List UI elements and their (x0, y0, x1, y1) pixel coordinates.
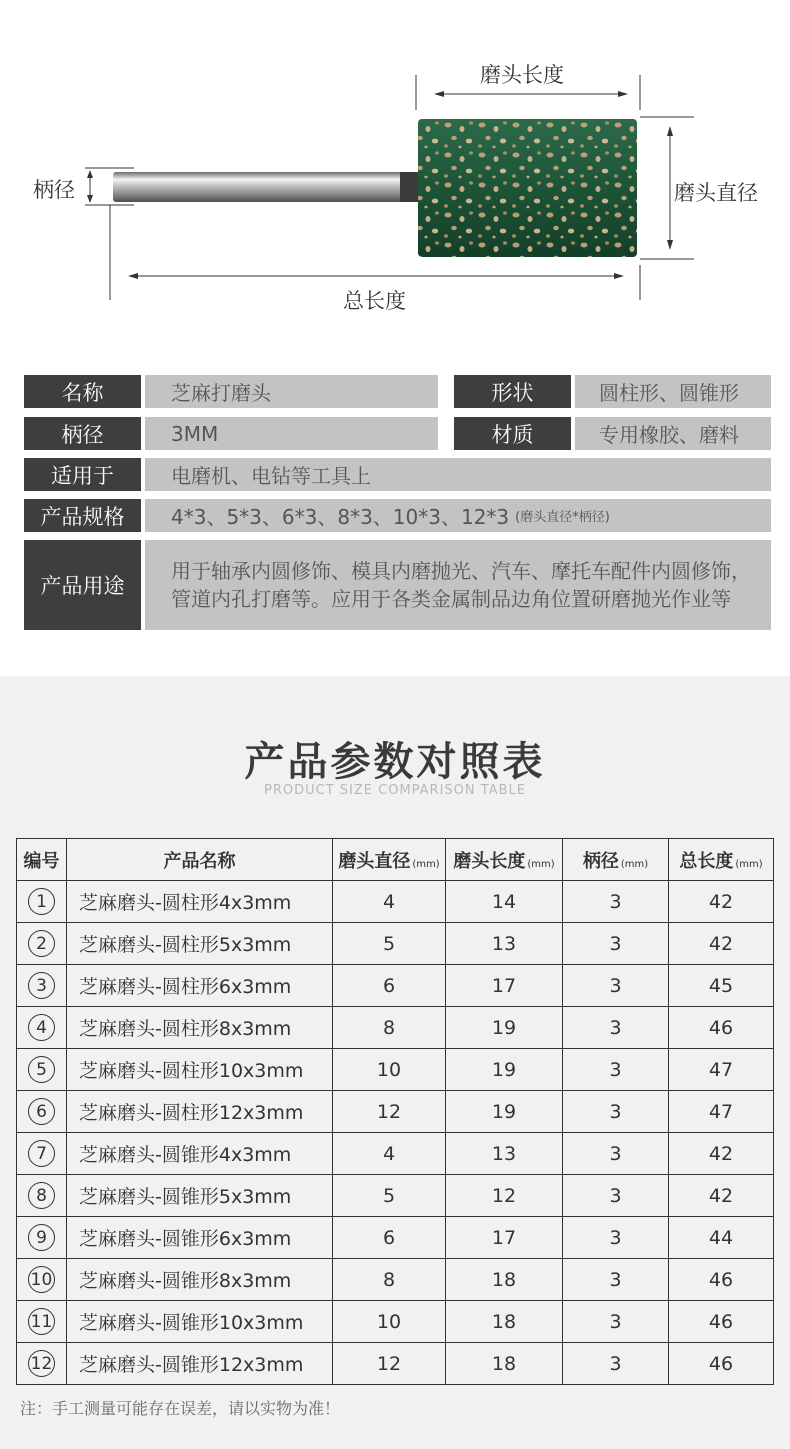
row-number (17, 923, 67, 965)
diameter-cell: 8 (333, 1007, 446, 1049)
row-number (17, 1259, 67, 1301)
shank-label: 柄径 (33, 178, 75, 202)
total-length-cell: 46 (669, 1259, 774, 1301)
total-length-cell: 42 (669, 1133, 774, 1175)
product-name-cell: 芝麻磨头-圆锥形8x3mm (67, 1259, 333, 1301)
product-name-cell: 芝麻磨头-圆锥形5x3mm (67, 1175, 333, 1217)
product-name-cell: 芝麻磨头-圆柱形8x3mm (67, 1007, 333, 1049)
shank-cell: 3 (563, 1091, 669, 1133)
length-cell: 18 (446, 1301, 563, 1343)
length-cell: 19 (446, 1049, 563, 1091)
diameter-cell: 5 (333, 1175, 446, 1217)
spec-size-value (145, 499, 771, 532)
header-length: 磨头长度 (mm) (446, 839, 563, 881)
diameter-cell: 4 (333, 1133, 446, 1175)
length-cell: 12 (446, 1175, 563, 1217)
number-circle-icon: 12 (28, 1350, 55, 1377)
diameter-cell: 10 (333, 1301, 446, 1343)
total-length-label: 总长度 (343, 289, 406, 313)
row-number (17, 965, 67, 1007)
diameter-cell: 12 (333, 1343, 446, 1385)
head-diameter-label: 磨头直径 (674, 181, 758, 205)
product-diagram (0, 0, 790, 345)
diameter-cell: 8 (333, 1259, 446, 1301)
shank-cell: 3 (563, 965, 669, 1007)
number-circle-icon: 11 (28, 1308, 55, 1335)
header-total: 总长度 (mm) (669, 839, 774, 881)
spec-size-list: 4*3、5*3、6*3、8*3、10*3、12*3 (171, 505, 510, 529)
row-number (17, 1133, 67, 1175)
total-length-cell: 47 (669, 1091, 774, 1133)
spec-shank-value: 3MM (145, 417, 438, 450)
shank-cell: 3 (563, 1217, 669, 1259)
total-length-cell: 46 (669, 1301, 774, 1343)
diameter-cell: 12 (333, 1091, 446, 1133)
length-cell: 19 (446, 1091, 563, 1133)
number-circle-icon: 1 (28, 888, 55, 915)
table-row (17, 1007, 774, 1049)
shank-cell: 3 (563, 1133, 669, 1175)
number-circle-icon: 7 (28, 1140, 55, 1167)
spec-usage-value: 用于轴承内圆修饰、模具内磨抛光、汽车、摩托车配件内圆修饰，管道内孔打磨等。应用于各类金属制品边角位置研磨抛光作业等 (145, 540, 771, 630)
table-row (17, 1301, 774, 1343)
shank-cell: 3 (563, 1175, 669, 1217)
table-row (17, 1049, 774, 1091)
number-circle-icon: 6 (28, 1098, 55, 1125)
section-title: 产品参数对照表 (244, 739, 546, 785)
table-row (17, 1133, 774, 1175)
shank-rod (113, 172, 419, 202)
table-header-row (17, 839, 774, 881)
product-name-cell: 芝麻磨头-圆柱形12x3mm (67, 1091, 333, 1133)
total-length-cell: 42 (669, 881, 774, 923)
spec-shape-value: 圆柱形、圆锥形 (575, 375, 771, 408)
diameter-cell: 10 (333, 1049, 446, 1091)
length-cell: 14 (446, 881, 563, 923)
head-length-label: 磨头长度 (480, 63, 564, 87)
diameter-cell: 5 (333, 923, 446, 965)
number-circle-icon: 5 (28, 1056, 55, 1083)
product-name-cell: 芝麻磨头-圆锥形4x3mm (67, 1133, 333, 1175)
total-length-cell: 42 (669, 1175, 774, 1217)
row-number (17, 1049, 67, 1091)
product-name-cell: 芝麻磨头-圆柱形10x3mm (67, 1049, 333, 1091)
spec-material-value: 专用橡胶、磨料 (575, 417, 771, 450)
product-name-cell: 芝麻磨头-圆柱形6x3mm (67, 965, 333, 1007)
shank-cell: 3 (563, 1259, 669, 1301)
total-length-cell: 45 (669, 965, 774, 1007)
row-number (17, 1301, 67, 1343)
total-length-cell: 44 (669, 1217, 774, 1259)
table-row (17, 1259, 774, 1301)
number-circle-icon: 2 (28, 930, 55, 957)
product-name-cell: 芝麻磨头-圆锥形6x3mm (67, 1217, 333, 1259)
spec-shank-label: 柄径 (24, 417, 141, 450)
header-shank: 柄径 (mm) (563, 839, 669, 881)
number-circle-icon: 9 (28, 1224, 55, 1251)
product-name-cell: 芝麻磨头-圆锥形12x3mm (67, 1343, 333, 1385)
row-number (17, 1343, 67, 1385)
spec-size-label: 产品规格 (24, 499, 141, 532)
shank-cell: 3 (563, 923, 669, 965)
length-cell: 17 (446, 965, 563, 1007)
table-row (17, 1091, 774, 1133)
shank-cell: 3 (563, 1301, 669, 1343)
row-number (17, 1091, 67, 1133)
header-name: 产品名称 (67, 839, 333, 881)
total-length-cell: 47 (669, 1049, 774, 1091)
parameter-table (16, 838, 774, 1385)
number-circle-icon: 8 (28, 1182, 55, 1209)
table-row (17, 1175, 774, 1217)
shank-cell: 3 (563, 881, 669, 923)
spec-usage-label: 产品用途 (24, 540, 141, 630)
length-cell: 13 (446, 923, 563, 965)
table-row (17, 881, 774, 923)
length-cell: 18 (446, 1259, 563, 1301)
diameter-cell: 6 (333, 1217, 446, 1259)
table-body (17, 881, 774, 1385)
footnote: 注：手工测量可能存在误差，请以实物为准！ (20, 1399, 341, 1418)
product-name-cell: 芝麻磨头-圆锥形10x3mm (67, 1301, 333, 1343)
number-circle-icon: 4 (28, 1014, 55, 1041)
table-row (17, 1217, 774, 1259)
row-number (17, 1175, 67, 1217)
spec-name-label: 名称 (24, 375, 141, 408)
spec-name-value: 芝麻打磨头 (145, 375, 438, 408)
table-row (17, 965, 774, 1007)
total-length-cell: 46 (669, 1343, 774, 1385)
diameter-cell: 6 (333, 965, 446, 1007)
spec-material-label: 材质 (454, 417, 571, 450)
product-name-cell: 芝麻磨头-圆柱形5x3mm (67, 923, 333, 965)
row-number (17, 1007, 67, 1049)
length-cell: 17 (446, 1217, 563, 1259)
shank-cell: 3 (563, 1343, 669, 1385)
total-length-cell: 42 (669, 923, 774, 965)
total-length-cell: 46 (669, 1007, 774, 1049)
shank-cell: 3 (563, 1049, 669, 1091)
header-no: 编号 (17, 839, 67, 881)
spec-applicable-value: 电磨机、电钻等工具上 (145, 458, 771, 491)
length-cell: 19 (446, 1007, 563, 1049)
section-subtitle: PRODUCT SIZE COMPARISON TABLE (264, 783, 526, 798)
row-number (17, 1217, 67, 1259)
header-diameter: 磨头直径 (mm) (333, 839, 446, 881)
length-cell: 13 (446, 1133, 563, 1175)
table-row (17, 1343, 774, 1385)
spec-applicable-label: 适用于 (24, 458, 141, 491)
shank-cell: 3 (563, 1007, 669, 1049)
number-circle-icon: 3 (28, 972, 55, 999)
table-row (17, 923, 774, 965)
spec-size-note: (磨头直径*柄径) (515, 510, 610, 525)
number-circle-icon: 10 (28, 1266, 55, 1293)
row-number (17, 881, 67, 923)
spec-shape-label: 形状 (454, 375, 571, 408)
product-name-cell: 芝麻磨头-圆柱形4x3mm (67, 881, 333, 923)
length-cell: 18 (446, 1343, 563, 1385)
diameter-cell: 4 (333, 881, 446, 923)
